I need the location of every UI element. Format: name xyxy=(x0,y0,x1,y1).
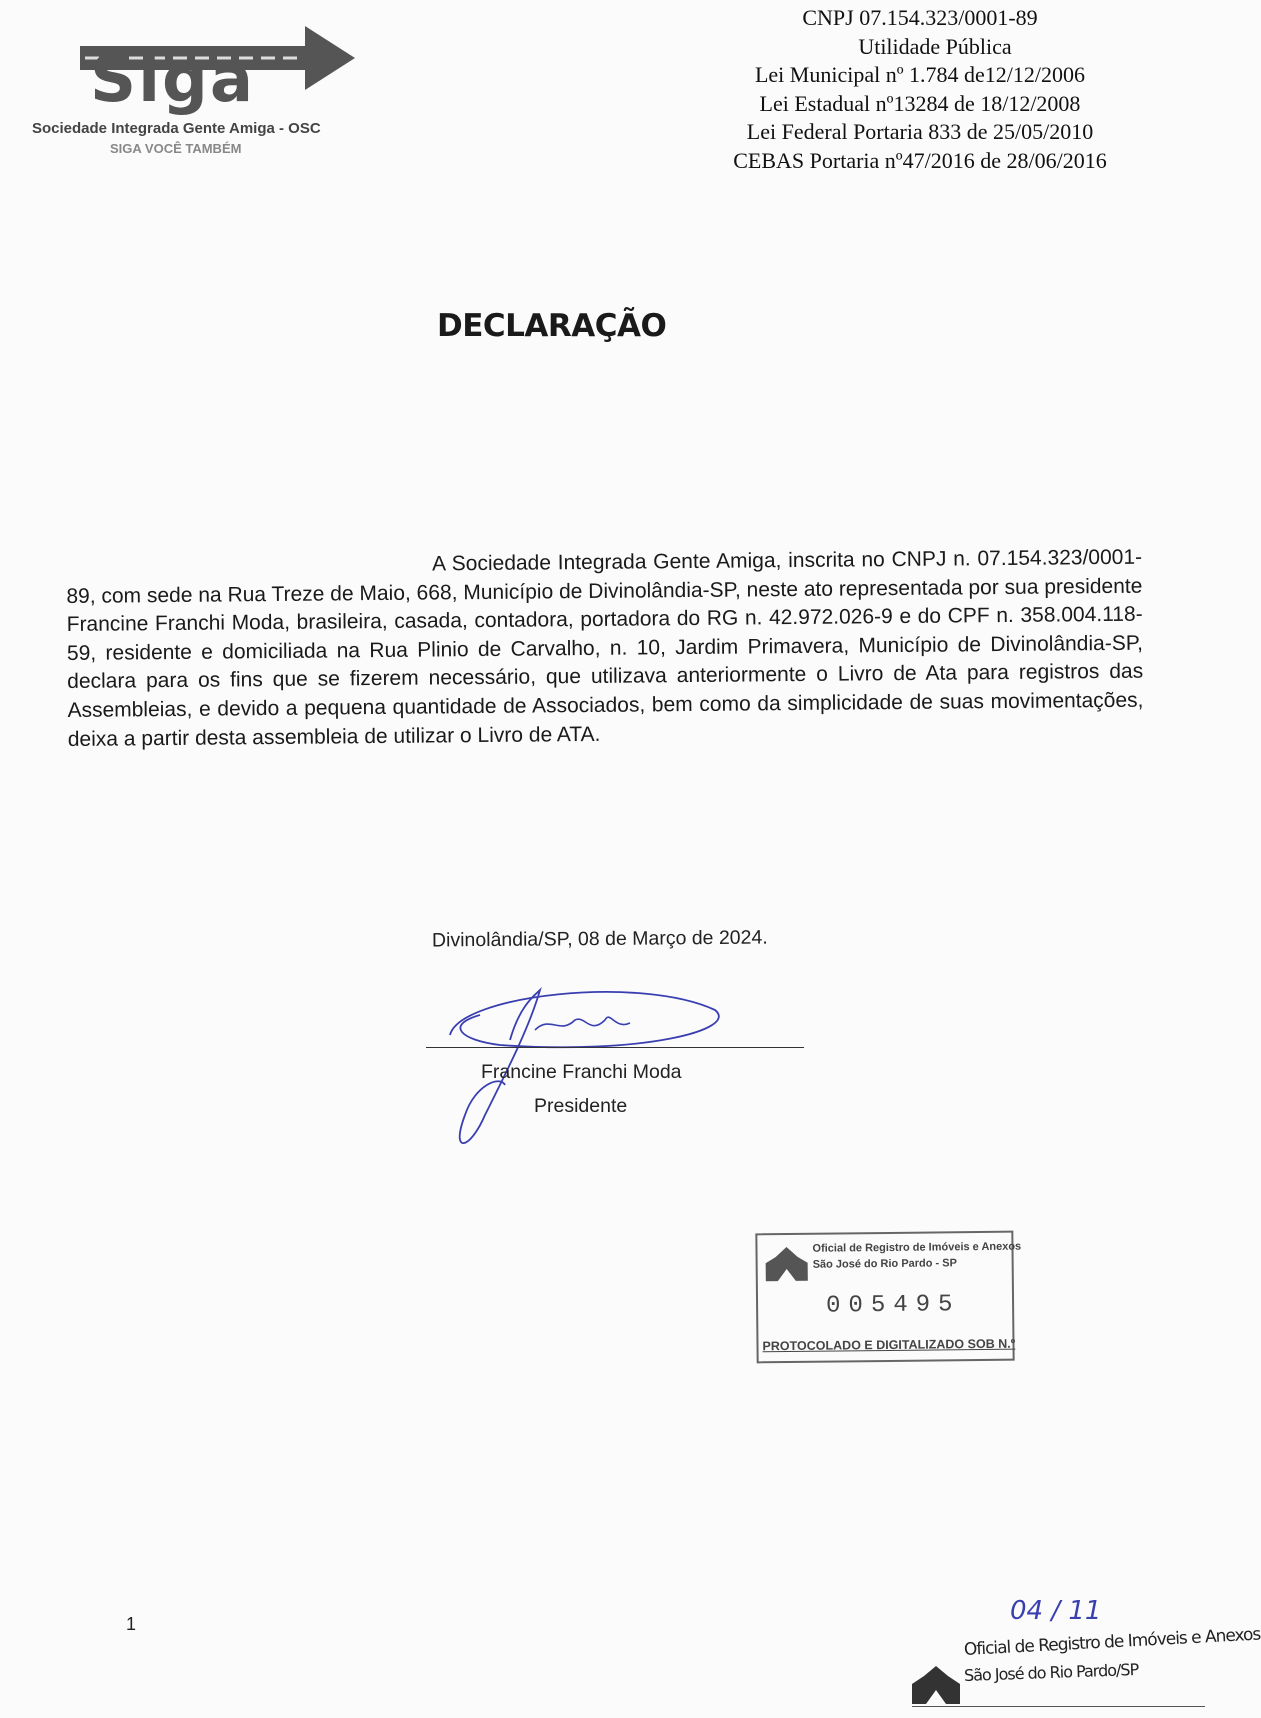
logo-subtitle: Sociedade Integrada Gente Amiga - OSC xyxy=(32,120,321,137)
signature-line xyxy=(426,1047,804,1048)
handwritten-annotation: 04 / 11 xyxy=(1010,1596,1102,1626)
registry-stamp xyxy=(912,1596,1261,1710)
header-line-cnpj: CNPJ 07.154.323/0001-89 xyxy=(802,5,1038,30)
header-line-state: Lei Estadual nº13284 de 18/12/2008 xyxy=(759,90,1081,116)
stamp-city: São José do Rio Pardo - SP xyxy=(812,1257,957,1271)
signer-name: Francine Franchi Moda xyxy=(481,1061,682,1083)
header-line-utility: Utilidade Pública xyxy=(858,33,1012,59)
logo-word: Siga xyxy=(90,43,256,117)
stamp-office: Oficial de Registro de Imóveis e Anexos xyxy=(812,1240,1022,1255)
declaration-body: A Sociedade Integrada Gente Amiga, inscrita no CNPJ n. 07.154.323/0001-89, com sede na Rua Treze de Maio, 668, Município de Divinolândia-SP, neste ato representada por sua presidente Francine Franchi Moda, brasileira, casada, contadora, portadora do RG n. 42.972.026-9 e do CPF n. 358.004.118-59, residente e domiciliada na Rua Plinio de Carvalho, n. 10, Jardim Primavera, Município de Divinolândia-SP, declara para os fins que se fizerem necessário, que utilizava anteriormente o Livro de Ata para registros das Assembleias, e devido a pequena quantidade de Associados, bem como da simplicidade de suas movimentações, deixa a partir desta assembleia de utilizar o Livro de ATA. xyxy=(66,545,1144,751)
signer-role: Presidente xyxy=(534,1095,628,1117)
header-line-municipal: Lei Municipal nº 1.784 de12/12/2006 xyxy=(754,62,1086,87)
page-number: 1 xyxy=(126,1614,137,1634)
registry-city: São José do Rio Pardo/SP xyxy=(963,1659,1139,1685)
header-registration-info xyxy=(700,4,1140,175)
building-icon xyxy=(912,1664,960,1704)
protocol-stamp xyxy=(755,1231,1022,1364)
document-title: DECLARAÇÃO xyxy=(437,308,667,344)
logo-tagline: SIGA VOCÊ TAMBÉM xyxy=(110,141,242,156)
registry-office: Oficial de Registro de Imóveis e Anexos xyxy=(963,1624,1261,1660)
stamp-protocol-number: 005495 xyxy=(825,1291,961,1320)
organization-logo xyxy=(30,24,380,164)
place-and-date: Divinolândia/SP, 08 de Março de 2024. xyxy=(431,926,768,952)
stamp-footer: PROTOCOLADO E DIGITALIZADO SOB N.º xyxy=(762,1336,1016,1354)
header-line-cebas: CEBAS Portaria nº47/2016 de 28/06/2016 xyxy=(733,147,1107,173)
registry-underline xyxy=(912,1706,1205,1707)
building-icon xyxy=(765,1245,807,1281)
header-line-federal: Lei Federal Portaria 833 de 25/05/2010 xyxy=(746,119,1094,144)
